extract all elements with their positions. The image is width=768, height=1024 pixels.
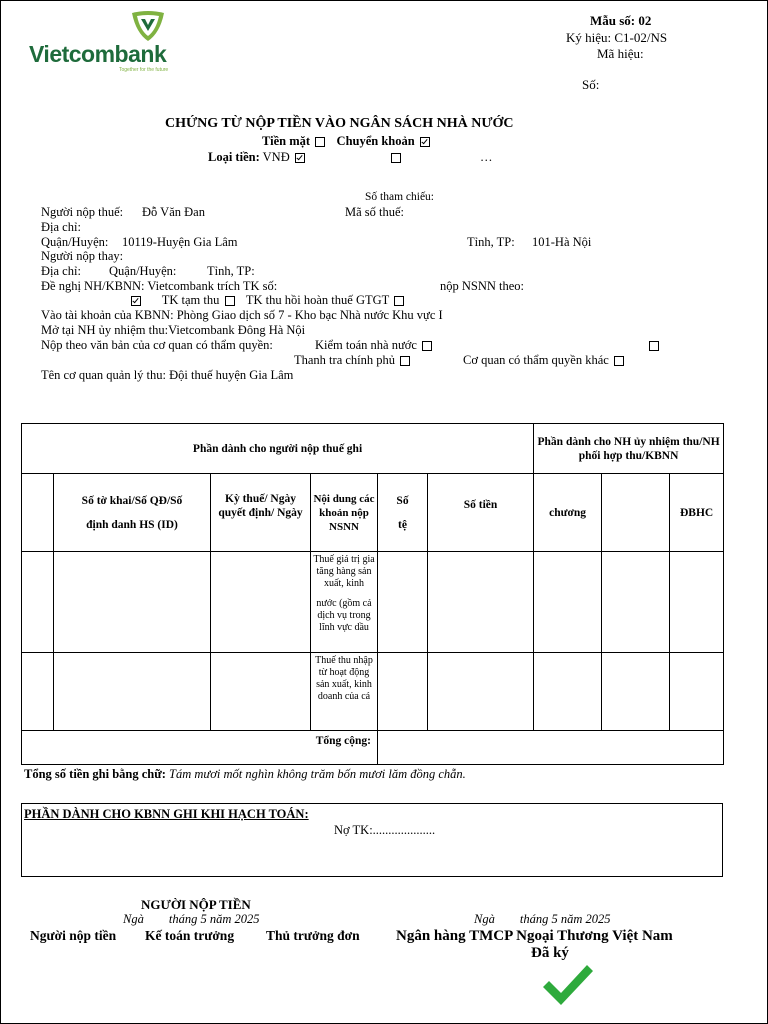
cell — [378, 653, 428, 731]
tk-thu-hoi-checkbox[interactable] — [394, 296, 404, 306]
extra-checkbox-wrap — [647, 338, 661, 352]
ngay-left-a: Ngà — [123, 912, 144, 926]
row2-noi-dung: Thuế thu nhập từ hoạt động sản xuất, kinh doanh của cá — [311, 653, 378, 731]
loai-tien-label: Loại tiền: — [208, 150, 260, 164]
kiem-toan-row — [315, 338, 434, 352]
document-title: CHỨNG TỪ NỘP TIỀN VÀO NGÂN SÁCH NHÀ NƯỚC — [165, 116, 514, 131]
thanh-tra-row — [294, 353, 412, 367]
da-ky: Đã ký — [531, 945, 569, 961]
cell — [211, 653, 311, 731]
cell — [534, 552, 602, 653]
nop-nsnn-theo: nộp NSNN theo: — [440, 279, 525, 293]
tinh-tp-value: 101-Hà Nội — [532, 235, 592, 249]
quan-huyen-value: 10119-Huyện Gia Lâm — [122, 235, 238, 249]
col-dbhc: ĐBHC — [670, 474, 724, 552]
ngay-left-b: tháng 5 năm 2025 — [168, 912, 260, 926]
kbnn-section — [21, 803, 723, 877]
kbnn-title: PHẦN DÀNH CHO KBNN GHI KHI HẠCH TOÁN: — [24, 807, 309, 821]
vietcombank-logo — [29, 11, 189, 71]
ngay-right-a: Ngà — [474, 912, 495, 926]
tong-so-tien-row — [24, 767, 466, 781]
cell — [670, 653, 724, 731]
sig-thu-truong: Thủ trưởng đơn — [266, 928, 360, 943]
sig-nguoi-nop-tien: Người nộp tiền — [30, 928, 117, 943]
cell — [534, 653, 602, 731]
chuyen-khoan-label: Chuyển khoản — [336, 134, 415, 148]
cell — [22, 552, 54, 653]
row1-noi-dung — [311, 552, 378, 653]
quan-huyen-label: Quận/Huyện: — [41, 235, 109, 249]
tien-mat-label: Tiền mặt — [262, 134, 311, 148]
table-header-row-1 — [22, 424, 724, 474]
col-ky-thue: Kỳ thuế/ Ngày quyết định/ Ngày — [211, 474, 311, 552]
col-index — [22, 474, 54, 552]
co-quan-khac-row — [463, 353, 626, 367]
cell — [602, 552, 670, 653]
dia-chi: Địa chỉ: — [41, 220, 81, 234]
vietcombank-emblem-icon — [130, 11, 166, 43]
logo-slogan: Together for the future — [119, 67, 169, 73]
cell — [428, 552, 534, 653]
col-chuong: chương — [534, 474, 602, 552]
thanh-tra-checkbox[interactable] — [400, 356, 410, 366]
tong-so-tien-label: Tổng số tiền ghi bằng chữ: — [24, 767, 166, 781]
nguoi-nop-thue-value: Đỗ Văn Đan — [142, 205, 205, 219]
col-so-to-khai — [54, 474, 211, 552]
so-tham-chieu: Số tham chiếu: — [365, 191, 434, 203]
thanh-tra-label: Thanh tra chính phủ — [294, 353, 396, 367]
logo-wordmark: Vietcombank — [29, 41, 167, 67]
ngan-hang-name: Ngân hàng TMCP Ngoại Thương Việt Nam — [396, 928, 673, 944]
tk-thu-hoi-label: TK thu hồi hoàn thuế GTGT — [245, 293, 390, 307]
tinh-tp-2: Tỉnh, TP: — [207, 264, 255, 278]
signed-checkmark-icon — [541, 963, 595, 1007]
nop-theo-van-ban: Nộp theo văn bản của cơ quan có thẩm quyền: — [41, 338, 273, 352]
kiem-toan-checkbox[interactable] — [422, 341, 432, 351]
loai-tien-row — [208, 150, 307, 164]
quan-huyen-2: Quận/Huyện: — [109, 264, 177, 278]
no-tk: Nợ TK:.................... — [334, 823, 436, 837]
ngay-right — [474, 912, 610, 926]
cell — [22, 653, 54, 731]
ma-so-thue: Mã số thuế: — [345, 205, 405, 219]
col-empty — [602, 474, 670, 552]
payment-table — [21, 423, 724, 765]
other-currency-checkbox[interactable] — [391, 153, 401, 163]
so-label: Số: — [582, 77, 600, 92]
header-nh-kbnn: Phần dành cho NH ủy nhiệm thu/NH phối hợp thu/KBNN — [534, 424, 724, 474]
col-so-tien: Số tiền — [428, 474, 534, 552]
mo-tai: Mở tại NH ủy nhiệm thu:Vietcombank Đông Hà Nội — [41, 323, 306, 337]
cell — [54, 552, 211, 653]
tk-tam-thu-label: TK tạm thu — [161, 293, 220, 307]
col-so-te-line2: tệ — [398, 518, 407, 531]
co-quan-khac-label: Cơ quan có thẩm quyền khác — [463, 353, 609, 367]
cell — [378, 552, 428, 653]
nguoi-nop-thay: Người nộp thay: — [41, 249, 124, 263]
ky-hieu: Ký hiệu: C1-02/NS — [566, 30, 668, 45]
ngay-left — [123, 912, 259, 926]
sig-ke-toan-truong: Kế toán trưởng — [145, 928, 235, 943]
tong-cong-label: Tổng cộng: — [22, 731, 378, 765]
col-so-to-khai-line1: Số tờ khai/Số QĐ/Số — [81, 494, 183, 507]
header-nguoi-nop-thue: Phần dành cho người nộp thuế ghi — [22, 424, 534, 474]
de-nghi: Đề nghị NH/KBNN: Vietcombank trích TK số: — [41, 279, 278, 293]
vao-tai-khoan: Vào tài khoản của KBNN: Phòng Giao dịch số 7 - Kho bạc Nhà nước Khu vực I — [41, 308, 443, 322]
table-row — [22, 552, 724, 653]
tong-so-tien-value: Tám mươi mốt nghìn không trăm bốn mươi lăm đồng chẵn. — [169, 767, 466, 781]
tk-first-checkbox[interactable] — [131, 296, 141, 306]
mau-so: Mẫu số: 02 — [590, 13, 652, 28]
cell — [602, 653, 670, 731]
cell — [428, 653, 534, 731]
tk-options-row — [129, 293, 406, 307]
cell — [211, 552, 311, 653]
other-currency-checkbox-wrap — [389, 150, 403, 164]
nguoi-nop-tien-heading: NGƯỜI NỘP TIỀN — [141, 897, 251, 912]
vnd-label: VNĐ — [262, 150, 290, 164]
row1-noi-dung-b: nước (gồm cả dịch vụ trong lĩnh vực dầu — [316, 598, 372, 633]
cell — [670, 552, 724, 653]
table-row — [22, 653, 724, 731]
tk-tam-thu-checkbox[interactable] — [225, 296, 235, 306]
ngay-right-b: tháng 5 năm 2025 — [519, 912, 611, 926]
tinh-tp-label: Tỉnh, TP: — [467, 235, 515, 249]
col-so-to-khai-line2: định danh HS (ID) — [86, 518, 178, 531]
chuyen-khoan-checkbox[interactable] — [420, 137, 430, 147]
col-noi-dung: Nội dung các khoản nộp NSNN — [311, 474, 378, 552]
cell — [54, 653, 211, 731]
payment-methods — [262, 134, 432, 148]
currency-ellipsis: … — [480, 150, 493, 164]
vnd-checkbox[interactable] — [295, 153, 305, 163]
tong-cong-value — [378, 731, 724, 765]
co-quan-khac-checkbox[interactable] — [614, 356, 624, 366]
kiem-toan-label: Kiểm toán nhà nước — [315, 338, 417, 352]
ten-co-quan: Tên cơ quan quản lý thu: Đội thuế huyện Gia Lâm — [41, 368, 294, 382]
col-so-te-line1: Số — [396, 494, 409, 507]
ma-hieu: Mã hiệu: — [597, 46, 644, 61]
col-so-te — [378, 474, 428, 552]
total-row — [22, 731, 724, 765]
extra-authority-checkbox[interactable] — [649, 341, 659, 351]
nguoi-nop-thue-label: Người nộp thuế: — [41, 205, 124, 219]
tien-mat-checkbox[interactable] — [315, 137, 325, 147]
row1-noi-dung-a: Thuế giá trị gia tăng hàng sản xuất, kinh — [313, 554, 375, 589]
table-header-row-2 — [22, 474, 724, 552]
dia-chi-2: Địa chỉ: — [41, 264, 81, 278]
